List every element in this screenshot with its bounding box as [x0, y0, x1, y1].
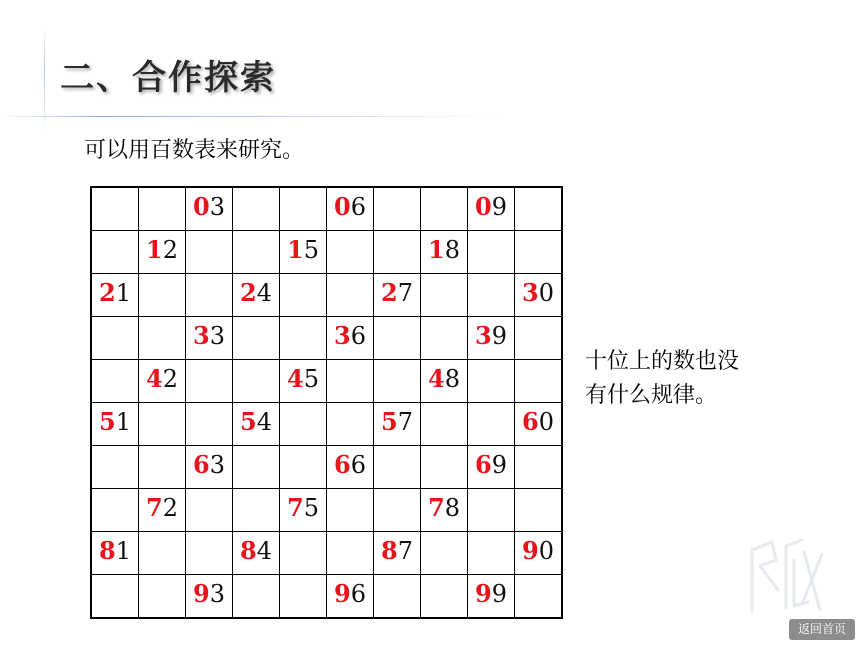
- chart-cell: [280, 317, 327, 360]
- chart-cell: [91, 446, 139, 489]
- observation-note: [585, 345, 739, 413]
- chart-number: [327, 450, 366, 479]
- ones-digit: 9: [491, 322, 507, 350]
- chart-row: [91, 274, 562, 317]
- chart-number: [515, 407, 554, 436]
- chart-number: [374, 407, 413, 436]
- chart-cell: [374, 403, 421, 446]
- chart-row: [91, 575, 562, 619]
- ones-digit: 8: [444, 494, 460, 522]
- chart-cell: [327, 532, 374, 575]
- ones-digit: 9: [491, 580, 507, 608]
- tens-digit: 1: [287, 235, 304, 264]
- chart-cell: [139, 403, 186, 446]
- chart-cell: [327, 187, 374, 231]
- chart-cell: [280, 231, 327, 274]
- tens-digit: 8: [381, 536, 398, 565]
- tens-digit: 4: [428, 364, 445, 393]
- tens-digit: 5: [381, 407, 398, 436]
- chart-cell: [515, 532, 563, 575]
- chart-cell: [91, 187, 139, 231]
- ones-digit: 6: [350, 193, 366, 221]
- chart-cell: [421, 187, 468, 231]
- ones-digit: 4: [256, 537, 272, 565]
- chart-cell: [233, 575, 280, 619]
- chart-row: [91, 231, 562, 274]
- chart-cell: [515, 403, 563, 446]
- chart-number: [327, 192, 366, 221]
- chart-cell: [327, 575, 374, 619]
- chart-number: [374, 536, 413, 565]
- chart-number: [421, 493, 460, 522]
- decorative-vertical-line: [44, 28, 45, 134]
- chart-cell: [91, 317, 139, 360]
- tens-digit: 9: [193, 579, 210, 608]
- chart-cell: [468, 187, 515, 231]
- chart-cell: [186, 274, 233, 317]
- chart-number: [92, 536, 131, 565]
- ones-digit: 6: [350, 580, 366, 608]
- chart-cell: [139, 360, 186, 403]
- chart-cell: [186, 446, 233, 489]
- chart-number: [468, 321, 507, 350]
- chart-cell: [468, 403, 515, 446]
- tens-digit: 2: [99, 278, 116, 307]
- chart-cell: [280, 274, 327, 317]
- chart-cell: [421, 317, 468, 360]
- chart-cell: [327, 231, 374, 274]
- tens-digit: 3: [193, 321, 210, 350]
- hundred-chart-body: [91, 187, 562, 618]
- chart-cell: [327, 360, 374, 403]
- ones-digit: 2: [162, 236, 178, 264]
- tens-digit: 4: [287, 364, 304, 393]
- chart-cell: [515, 575, 563, 619]
- chart-cell: [515, 489, 563, 532]
- tens-digit: 7: [428, 493, 445, 522]
- tens-digit: 2: [240, 278, 257, 307]
- tens-digit: 6: [475, 450, 492, 479]
- chart-row: [91, 532, 562, 575]
- chart-cell: [374, 532, 421, 575]
- tens-digit: 6: [193, 450, 210, 479]
- chart-cell: [515, 360, 563, 403]
- chart-cell: [139, 489, 186, 532]
- chart-cell: [186, 231, 233, 274]
- chart-number: [421, 364, 460, 393]
- chart-number: [139, 364, 178, 393]
- chart-cell: [468, 274, 515, 317]
- chart-number: [233, 278, 272, 307]
- ones-digit: 4: [256, 279, 272, 307]
- chart-row: [91, 187, 562, 231]
- tens-digit: 7: [146, 493, 163, 522]
- ones-digit: 6: [350, 322, 366, 350]
- chart-number: [468, 192, 507, 221]
- ones-digit: 2: [162, 365, 178, 393]
- chart-cell: [374, 274, 421, 317]
- ones-digit: 7: [397, 408, 413, 436]
- chart-cell: [233, 274, 280, 317]
- ones-digit: 0: [538, 279, 554, 307]
- chart-cell: [186, 403, 233, 446]
- chart-cell: [91, 274, 139, 317]
- chart-cell: [421, 446, 468, 489]
- chart-cell: [515, 187, 563, 231]
- chart-number: [186, 579, 225, 608]
- chart-cell: [91, 575, 139, 619]
- chart-cell: [280, 446, 327, 489]
- ones-digit: 1: [115, 537, 131, 565]
- tens-digit: 0: [475, 192, 492, 221]
- chart-cell: [421, 360, 468, 403]
- ones-digit: 1: [115, 279, 131, 307]
- observation-note-line-1: 十位上的数也没: [585, 349, 740, 374]
- chart-cell: [374, 446, 421, 489]
- chart-cell: [468, 489, 515, 532]
- chart-number: [327, 321, 366, 350]
- chart-number: [233, 407, 272, 436]
- chart-cell: [186, 532, 233, 575]
- chart-cell: [186, 187, 233, 231]
- tens-digit: 9: [522, 536, 539, 565]
- chart-cell: [280, 489, 327, 532]
- ones-digit: 5: [303, 365, 319, 393]
- chart-cell: [91, 231, 139, 274]
- chart-cell: [421, 274, 468, 317]
- tens-digit: 6: [334, 450, 351, 479]
- chart-cell: [421, 575, 468, 619]
- tens-digit: 3: [334, 321, 351, 350]
- tens-digit: 9: [475, 579, 492, 608]
- tens-digit: 0: [334, 192, 351, 221]
- chart-number: [280, 364, 319, 393]
- chart-cell: [468, 317, 515, 360]
- tens-digit: 8: [99, 536, 116, 565]
- chart-cell: [280, 403, 327, 446]
- chart-number: [421, 235, 460, 264]
- decorative-horizontal-line: [0, 116, 500, 117]
- tens-digit: 6: [522, 407, 539, 436]
- chart-row: [91, 489, 562, 532]
- chart-cell: [421, 231, 468, 274]
- watermark-logo-icon: [742, 520, 832, 620]
- chart-cell: [91, 403, 139, 446]
- chart-row: [91, 403, 562, 446]
- chart-cell: [468, 532, 515, 575]
- chart-cell: [515, 317, 563, 360]
- back-home-button[interactable]: 返回首页: [789, 619, 855, 640]
- chart-cell: [233, 403, 280, 446]
- chart-cell: [186, 489, 233, 532]
- chart-cell: [139, 274, 186, 317]
- tens-digit: 9: [334, 579, 351, 608]
- chart-cell: [327, 317, 374, 360]
- chart-row: [91, 317, 562, 360]
- chart-cell: [374, 317, 421, 360]
- chart-cell: [186, 575, 233, 619]
- chart-cell: [421, 489, 468, 532]
- tens-digit: 3: [522, 278, 539, 307]
- chart-cell: [327, 489, 374, 532]
- chart-number: [186, 192, 225, 221]
- chart-cell: [327, 274, 374, 317]
- ones-digit: 7: [397, 537, 413, 565]
- chart-number: [515, 536, 554, 565]
- chart-number: [139, 493, 178, 522]
- slide-title: 二、合作探索: [60, 58, 276, 98]
- tens-digit: 5: [240, 407, 257, 436]
- chart-cell: [468, 231, 515, 274]
- chart-cell: [374, 575, 421, 619]
- tens-digit: 7: [287, 493, 304, 522]
- chart-cell: [421, 532, 468, 575]
- chart-cell: [233, 187, 280, 231]
- tens-digit: 4: [146, 364, 163, 393]
- ones-digit: 5: [303, 494, 319, 522]
- chart-number: [92, 278, 131, 307]
- chart-cell: [280, 360, 327, 403]
- ones-digit: 9: [491, 451, 507, 479]
- chart-cell: [233, 446, 280, 489]
- ones-digit: 9: [491, 193, 507, 221]
- chart-number: [468, 579, 507, 608]
- chart-number: [468, 450, 507, 479]
- chart-number: [280, 235, 319, 264]
- chart-row: [91, 446, 562, 489]
- chart-cell: [374, 187, 421, 231]
- chart-cell: [139, 317, 186, 360]
- ones-digit: 8: [444, 365, 460, 393]
- chart-cell: [139, 532, 186, 575]
- tens-digit: 5: [99, 407, 116, 436]
- chart-cell: [374, 489, 421, 532]
- ones-digit: 7: [397, 279, 413, 307]
- tens-digit: 1: [146, 235, 163, 264]
- chart-number: [280, 493, 319, 522]
- chart-cell: [233, 489, 280, 532]
- hundred-chart-table: [90, 186, 563, 619]
- chart-cell: [374, 360, 421, 403]
- chart-cell: [139, 446, 186, 489]
- tens-digit: 3: [475, 321, 492, 350]
- slide-subtitle: 可以用百数表来研究。: [84, 138, 305, 163]
- chart-row: [91, 360, 562, 403]
- chart-cell: [139, 575, 186, 619]
- ones-digit: 2: [162, 494, 178, 522]
- chart-cell: [139, 231, 186, 274]
- chart-cell: [327, 403, 374, 446]
- chart-cell: [468, 360, 515, 403]
- ones-digit: 8: [444, 236, 460, 264]
- ones-digit: 3: [209, 580, 225, 608]
- hundred-chart: [90, 186, 563, 619]
- chart-number: [233, 536, 272, 565]
- observation-note-line-2: 有什么规律。: [585, 383, 718, 408]
- chart-cell: [515, 274, 563, 317]
- chart-number: [186, 321, 225, 350]
- ones-digit: 0: [538, 408, 554, 436]
- chart-cell: [515, 231, 563, 274]
- ones-digit: 3: [209, 451, 225, 479]
- chart-number: [139, 235, 178, 264]
- tens-digit: 1: [428, 235, 445, 264]
- chart-number: [374, 278, 413, 307]
- chart-cell: [421, 403, 468, 446]
- tens-digit: 2: [381, 278, 398, 307]
- ones-digit: 4: [256, 408, 272, 436]
- chart-cell: [233, 231, 280, 274]
- ones-digit: 3: [209, 322, 225, 350]
- tens-digit: 8: [240, 536, 257, 565]
- chart-cell: [515, 446, 563, 489]
- chart-number: [186, 450, 225, 479]
- chart-cell: [374, 231, 421, 274]
- chart-number: [92, 407, 131, 436]
- chart-cell: [233, 532, 280, 575]
- chart-cell: [468, 446, 515, 489]
- tens-digit: 0: [193, 192, 210, 221]
- ones-digit: 3: [209, 193, 225, 221]
- chart-number: [515, 278, 554, 307]
- chart-cell: [280, 575, 327, 619]
- chart-number: [327, 579, 366, 608]
- chart-cell: [233, 317, 280, 360]
- ones-digit: 6: [350, 451, 366, 479]
- chart-cell: [280, 532, 327, 575]
- ones-digit: 1: [115, 408, 131, 436]
- chart-cell: [327, 446, 374, 489]
- chart-cell: [280, 187, 327, 231]
- ones-digit: 5: [303, 236, 319, 264]
- chart-cell: [186, 360, 233, 403]
- chart-cell: [91, 360, 139, 403]
- chart-cell: [91, 532, 139, 575]
- chart-cell: [91, 489, 139, 532]
- chart-cell: [139, 187, 186, 231]
- chart-cell: [468, 575, 515, 619]
- chart-cell: [233, 360, 280, 403]
- ones-digit: 0: [538, 537, 554, 565]
- chart-cell: [186, 317, 233, 360]
